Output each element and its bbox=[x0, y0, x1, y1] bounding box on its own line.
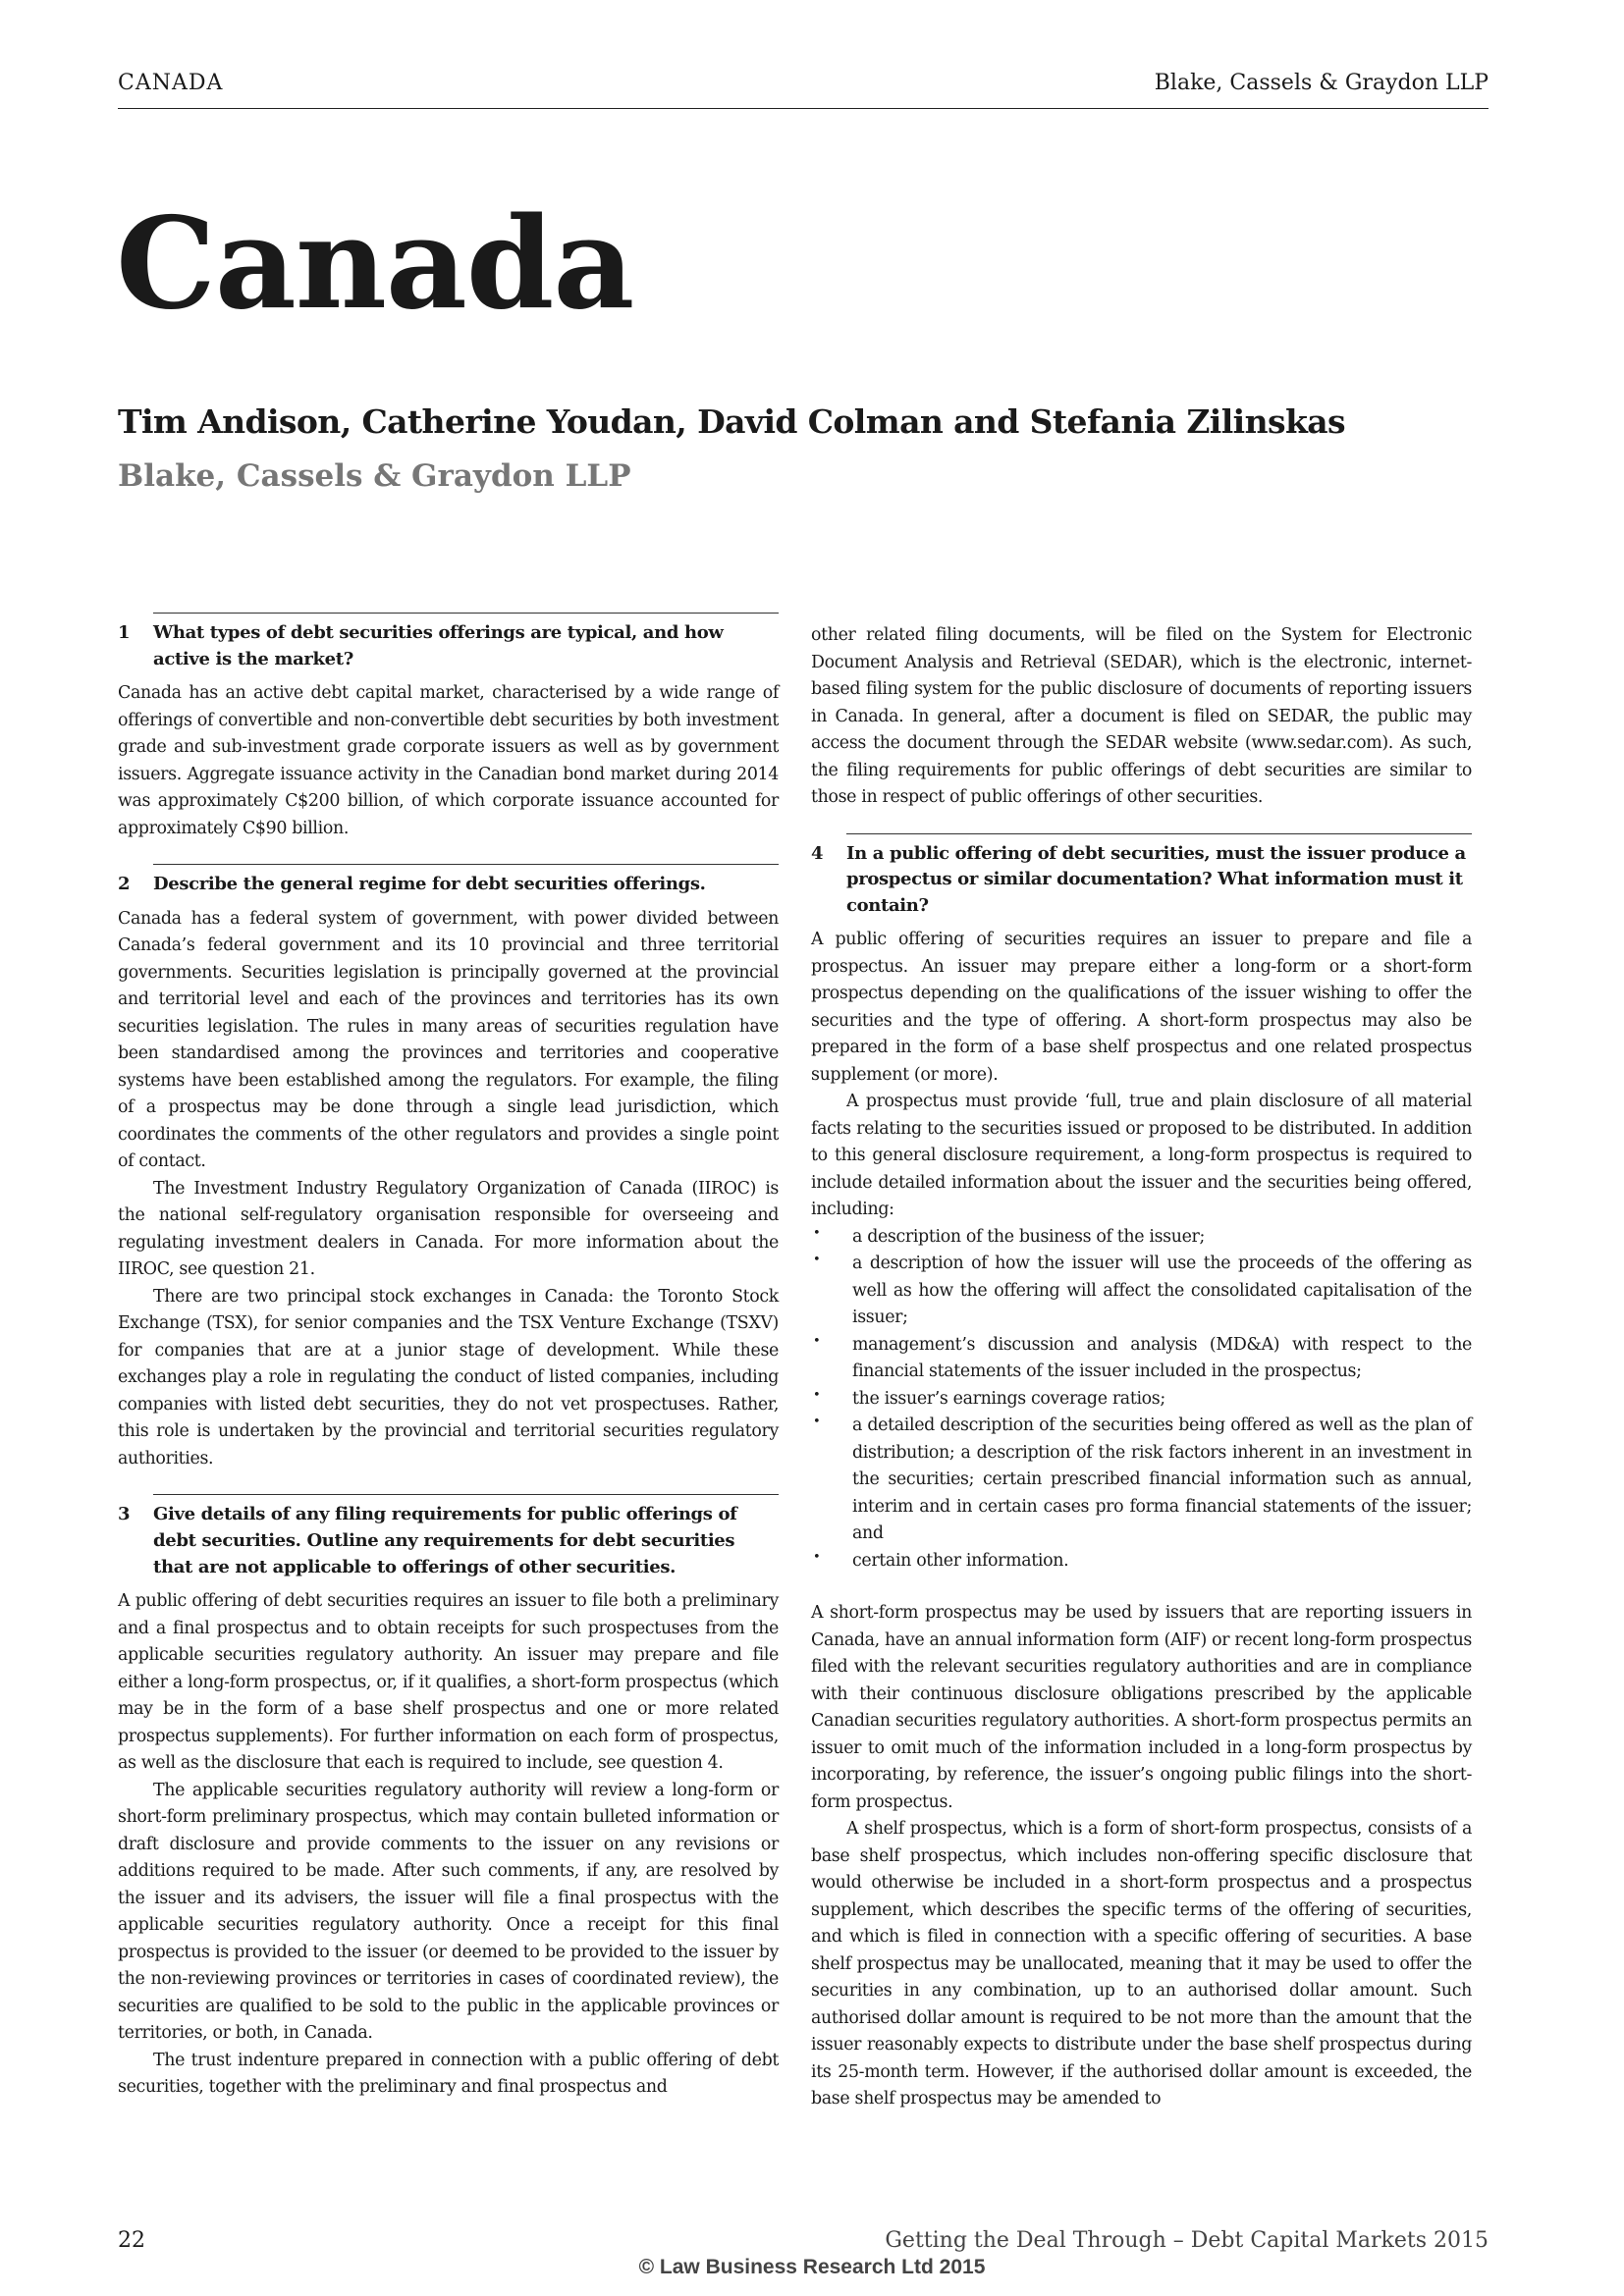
answer-paragraph: The Investment Industry Regulatory Organization of Canada (IIROC) is the national self-regulatory organisation responsible for overseeing and regulating investment dealers in Canada. For more information about the IIROC, see question 21. bbox=[118, 1178, 779, 1280]
answer-paragraph: A prospectus must provide ‘full, true and plain disclosure of all material facts relating to the securities issued or proposed to be distributed. In addition to this general disclosure requirement, a long-form prospectus is required to include detailed information about the issuer and the securities being offered, including: bbox=[811, 1092, 1472, 1220]
answer-paragraph: A short-form prospectus may be used by issuers that are reporting issuers in Canada, have an annual information form (AIF) or recent long-form prospectus filed with the relevant securities regulatory authorities and are in compliance with their continuous disclosure obligations prescribed by the applicable Canadian securities regulatory authorities. A short-form prospectus permits an issuer to omit much of the information included in a long-form prospectus by incorporating, by reference, the issuer’s ongoing public filings into the short-form prospectus. bbox=[811, 1603, 1472, 1812]
list-item: • the issuer’s earnings coverage ratios; bbox=[811, 1386, 1472, 1414]
answer-paragraph: A shelf prospectus, which is a form of short-form prospectus, consists of a base shelf prospectus, which includes non-offering specific disclosure that would otherwise be included in a short-form prospectus and a prospectus supplement, which describes the specific terms of the offering of securities, and which is filed in connection with a specific offering of securities. A base shelf prospectus may be unallocated, meaning that it may be used to offer the securities in any combination, up to an authorised dollar amount. Such authorised dollar amount is required to be not more than the amount that the issuer reasonably expects to distribute under the base shelf prospectus during its 25-month term. However, if the authorised dollar amount is exceeded, the base shelf prospectus may be amended to bbox=[811, 1819, 1472, 2109]
right-column bbox=[811, 622, 1472, 2113]
chapter-title: Canada bbox=[116, 190, 634, 338]
spacer bbox=[811, 1575, 1472, 1600]
question-text: In a public offering of debt securities, must the issuer produce a prospectus or similar documentation? What information must it contain? bbox=[846, 842, 1466, 916]
question-4 bbox=[811, 833, 1472, 920]
author-list: Tim Andison, Catherine Youdan, David Colman and Stefania Zilinskas bbox=[118, 402, 1346, 441]
question-text: What types of debt securities offerings are typical, and how active is the market? bbox=[153, 622, 724, 669]
publication-title: Getting the Deal Through – Debt Capital Markets 2015 bbox=[885, 2228, 1489, 2253]
copyright-notice: © Law Business Research Ltd 2015 bbox=[638, 2256, 986, 2278]
answer-paragraph: A public offering of debt securities requires an issuer to file both a preliminary and a final prospectus and to obtain receipts for such prospectuses from the applicable securities regulatory authority. An issuer may prepare and file either a long-form prospectus, or, if it qualifies, a short-form prospectus (which may be in the form of a base shelf prospectus and one or more related prospectus supplements). For further information on each form of prospectus, as well as the disclosure that each is required to include, see question 4. bbox=[118, 1591, 779, 1774]
question-text: Give details of any filing requirements for public offerings of debt securities. Outline any requirements for debt securities that are not applicable to offerings of other securities. bbox=[153, 1504, 737, 1577]
answer-paragraph: There are two principal stock exchanges in Canada: the Toronto Stock Exchange (TSX), for senior companies and the TSX Venture Exchange (TSXV) for companies that are at a junior stage of development. While these exchanges play a role in regulating the conduct of listed companies, including companies with listed debt securities, they do not vet prospectuses. Rather, this role is undertaken by the provincial and territorial securities regulatory authorities. bbox=[118, 1286, 779, 1468]
question-2 bbox=[118, 864, 779, 898]
disclosure-list bbox=[811, 1224, 1472, 1575]
question-number: 2 bbox=[118, 874, 131, 895]
list-item: • certain other information. bbox=[811, 1548, 1472, 1575]
page-number: 22 bbox=[118, 2228, 145, 2253]
answer-paragraph: The applicable securities regulatory authority will review a long-form or short-form preliminary prospectus, which may contain bulleted information or draft disclosure and provide comments to the issuer on any revisions or additions required to be made. After such comments, if any, are resolved by the issuer and its advisers, the issuer will file a final prospectus with the applicable securities regulatory authority. Once a receipt for this final prospectus is provided to the issuer (or deemed to be provided to the issuer by the non-reviewing provinces or territories in cases of coordinated review), the securities are qualified to be sold to the public in the applicable provinces or territories, or both, in Canada. bbox=[118, 1780, 779, 2044]
question-3 bbox=[118, 1494, 779, 1580]
question-number: 3 bbox=[118, 1504, 131, 1525]
list-item: • a description of the business of the issuer; bbox=[811, 1224, 1472, 1252]
question-number: 1 bbox=[118, 622, 131, 643]
answer-paragraph: A public offering of securities requires an issuer to prepare and file a prospectus. An issuer may prepare either a long-form or a short-form prospectus depending on the qualifications of the issuer wishing to offer the securities and the type of offering. A short-form prospectus may also be prepared in the form of a base shelf prospectus and one related prospectus supplement (or more). bbox=[811, 930, 1472, 1085]
list-item: • a description of how the issuer will use the proceeds of the offering as well as how the offering will affect the consolidated capitalisation of the issuer; bbox=[811, 1251, 1472, 1332]
running-header-firm: Blake, Cassels & Graydon LLP bbox=[1154, 71, 1489, 95]
list-item: • a detailed description of the securities being offered as well as the plan of distribution; a description of the risk factors inherent in an investment in the securities; certain prescribed financial information such as annual, interim and in certain cases pro forma financial statements of the issuer; and bbox=[811, 1413, 1472, 1548]
question-text: Describe the general regime for debt securities offerings. bbox=[153, 874, 706, 895]
answer-paragraph: Canada has a federal system of government, with power divided between Canada’s federal government and its 10 provincial and three territorial governments. Securities legislation is principally governed at the provincial and territorial level and each of the provinces and territories has its own securities legislation. The rules in many areas of securities regulation have been standardised among the provinces and territories and cooperative systems have been established among the regulators. For example, the filing of a prospectus may be done through a single lead jurisdiction, which coordinates the comments of the other regulators and provides a single point of contact. bbox=[118, 908, 779, 1172]
answer-paragraph: Canada has an active debt capital market, characterised by a wide range of offerings of convertible and non-convertible debt securities by both investment grade and sub-investment grade corporate issuers as well as by government issuers. Aggregate issuance activity in the Canadian bond market during 2014 was approximately C$200 billion, of which corporate issuance accounted for approximately C$90 billion. bbox=[118, 683, 779, 838]
answer-paragraph: other related filing documents, will be filed on the System for Electronic Document Analysis and Retrieval (SEDAR), which is the electronic, internet-based filing system for the public disclosure of documents of reporting issuers in Canada. In general, after a document is filed on SEDAR, the public may access the document through the SEDAR website (www.sedar.com). As such, the filing requirements for public offerings of debt securities are similar to those in respect of public offerings of other securities. bbox=[811, 625, 1472, 807]
question-number: 4 bbox=[811, 842, 824, 864]
answer-paragraph: The trust indenture prepared in connection with a public offering of debt securities, together with the preliminary and final prospectus and bbox=[118, 2050, 779, 2098]
firm-name: Blake, Cassels & Graydon LLP bbox=[118, 458, 631, 494]
running-header-country: CANADA bbox=[118, 71, 224, 95]
question-1 bbox=[118, 613, 779, 672]
list-item: • management’s discussion and analysis (MD&A) with respect to the financial statements of the issuer included in the prospectus; bbox=[811, 1332, 1472, 1386]
left-column bbox=[118, 613, 779, 2102]
header-divider bbox=[118, 108, 1489, 109]
